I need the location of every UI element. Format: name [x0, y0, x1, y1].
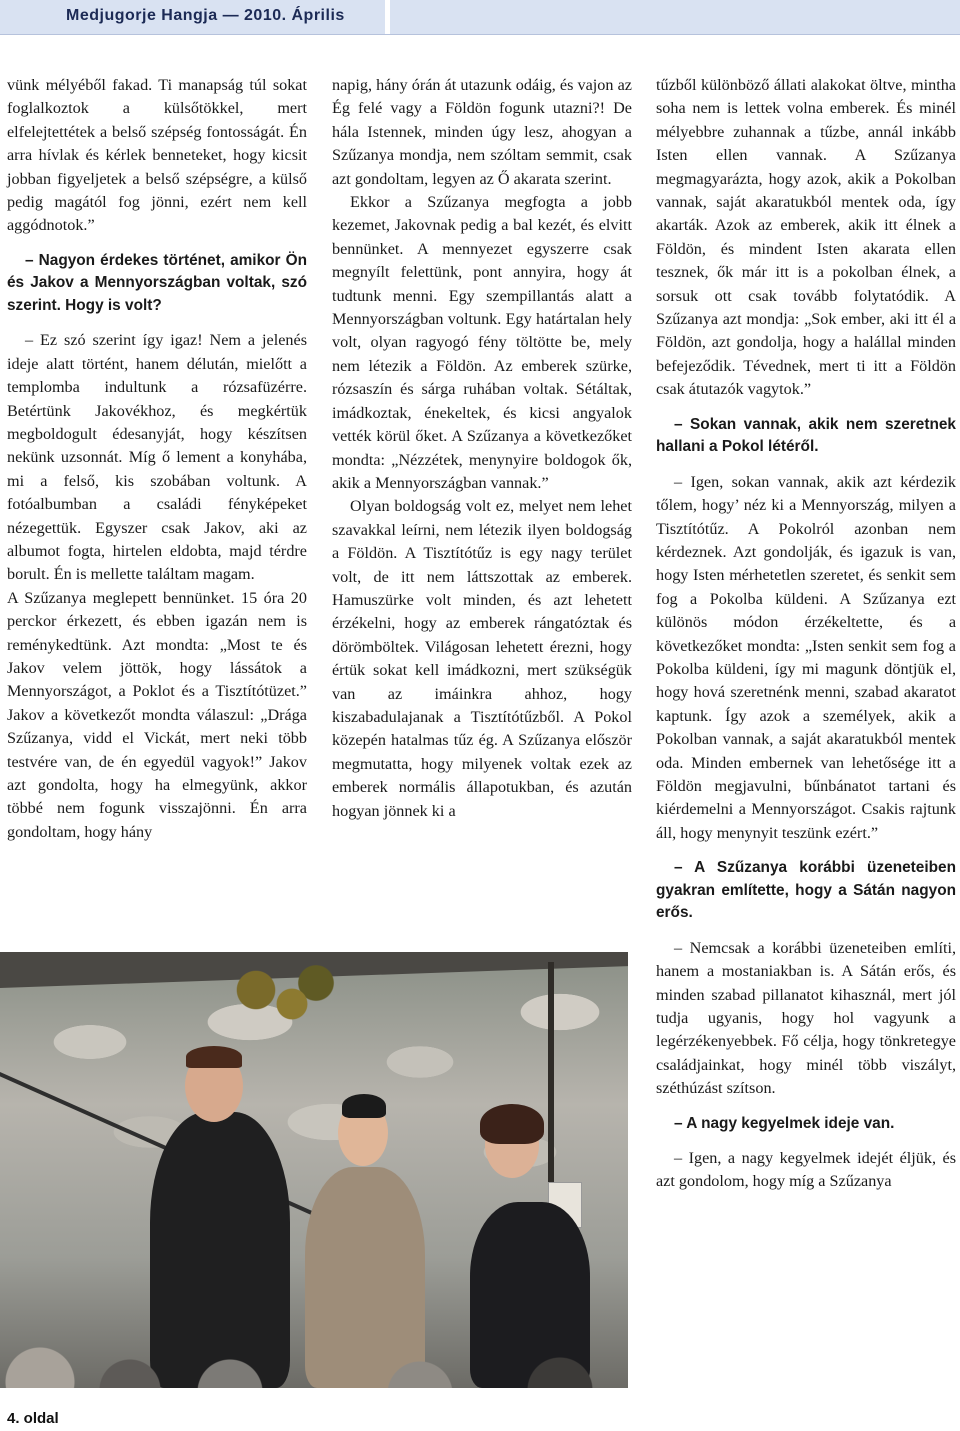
article-photo [0, 952, 628, 1388]
header-band-right [390, 0, 960, 34]
paragraph: tűzből különböző állati alakokat öltve, mintha soha nem is lettek volna emberek. És minél mélyebbre zuhannak a tűzbe, annál inkább Isten ellen vannak. A Szűzanya megmagyarázta, hogy azok, akik a Pokolban vannak, saját akaratukból mentek oda, így akarták. Azok az emberek, akik itt élnek a Földön, és mindent Isten akarata ellen tesznek, ők már itt is a pokolban élnek, a sorsuk ott csak tovább folytatódik. A Szűzanya azt mondja: „Sok ember, aki itt él a Földön, azt gondolja, hogy a halállal minden befejeződik. Tévednek, mert ti itt a Földön csak átutazók vagytok.” [656, 76, 956, 399]
person-left-hair [186, 1046, 242, 1068]
text-column-3 [656, 74, 956, 1194]
paragraph: vünk mélyéből fakad. Ti manapság túl sokat foglalkoztok a külsőtökkel, mert elfelejtettétek a belső szépség fontosságát. Én arra hívlak és kérlek benneteket, hogy kicsit jobban figyeljetek a belső szépségre, a külső pedig magától fog jönni, ezért nem kell aggódnotok.” [7, 76, 307, 235]
interview-answer: – Ez szó szerint így igaz! Nem a jelenés ideje alatt történt, hanem délután, mielőtt a templomba indultunk a rózsafüzérre. Betértünk Jakovékhoz, és megkértük megboldogult édesanyját, hogy készítsen nekünk uzsonnát. Míg ő lement a konyhába, mi a felső, kis szobában voltunk. A fotóalbumban a családi fényképeket nézegettük. Egyszer csak Jakov, aki az albumot fogta, hirtelen eldobta, majd térdre borult. Én is mellette találtam magam. [7, 331, 307, 584]
text-column-2 [332, 74, 632, 823]
paragraph: Olyan boldogság volt ez, melyet nem lehet szavakkal leírni, nem létezik ilyen boldogság a Földön. A Tisztítótűz is egy nagy terület volt, de itt nem láttszottak az emberek. Hamuszürke volt minden, és azt lehetett érzékelni, hogy az emberek rángatóztak és dörömböltek. Világosan lehetett érezni, hogy értük sokat kell imádkozni, mert szükségük van az imáinkra ahhoz, hogy kiszabadulajanak a Tisztítótűzből. A Pokol közepén hatalmas tűz ég. A Szűzanya először megmutatta, hogy milyenek voltak ezek az emberek normális állapotukban, és azután hogyan jönnek ki a [332, 497, 632, 820]
interview-answer: – Igen, sokan vannak, akik azt kérdezik tőlem, hogy’ néz ki a Mennyország, milyen a Tisztítótűz. A Pokolról azonban nem kérdeznek. Azt gondolják, és igazuk is van, hogy Isten mérhetetlen szeretet, és senkit sem fog a Pokolba küldeni. A Szűzanya ezt különös módon érzékeltette, és a következőket mondta: „Isten senkit sem fog a Pokolba küldeni, így mi magunk döntjük el, hogy hová szeretnénk menni, szabad akaratot kaptunk. Így azok a személyek, akik a Pokolban vannak, a saját akaratukból mentek oda. Minden embernek van lehetősége itt a Földön megjavulni, bűnbánatot tartani és kiérdemelni a Mennyországot. Csakis rajtunk áll, hogy menynyit teszünk ezért.” [656, 472, 956, 842]
crowd-heads [0, 1332, 628, 1388]
interview-question: – Sokan vannak, akik nem szeretnek hallani a Pokol létéről. [656, 415, 956, 456]
page-header [0, 0, 960, 44]
text-column-1 [7, 74, 307, 844]
person-right-hair [480, 1104, 544, 1144]
interview-question: – A nagy kegyelmek ideje van. [674, 1114, 895, 1132]
person-middle-hair [342, 1094, 386, 1118]
paragraph: Ekkor a Szűzanya megfogta a jobb kezemet, Jakovnak pedig a bal kezét, és elvitt bennünket. A mennyezet egyszerre csak megnyílt felettünk, pont annyira, hogy át tudtunk menni. Egy szempillantás alatt a Mennyországban voltunk. Egy határtalan hely volt, olyan ragyogó fény töltötte be, mely nem létezik a Földön. Az emberek szürke, rózsaszín és sárga ruhában voltak. Sétáltak, imádkoztak, énekeltek, és kicsi angyalok vették körül őket. A Szűzanya a következőket mondta: „Nézzétek, menynyire boldogok ők, akik a Mennyországban vannak.” [332, 193, 632, 492]
interview-answer: – Igen, a nagy kegyelmek idejét éljük, és azt gondolom, hogy míg a Szűzanya [656, 1149, 956, 1191]
paragraph: A Szűzanya meglepett bennünket. 15 óra 20 perckor érkezett, és ebben igazán nem is reménykedtünk. Azt mondta: „Most te és Jakov velem jöttök, hogy lássátok a Mennyországot, a Poklot és a Tisztítótüzet.” Jakov a következőt mondta válaszul: „Drága Szűzanya, vidd el Vickát, mert neki több testvére van, de én egyedül vagyok!” Jakov azt gondolta, hogy ha elmegyünk, akkor többé nem fogunk visszajönni. Én arra gondoltam, hogy hány [7, 588, 307, 841]
interview-question: – A Szűzanya korábbi üzeneteiben gyakran említette, hogy a Sátán nagyon erős. [656, 859, 956, 922]
header-divider [0, 34, 960, 35]
magazine-title: Medjugorje Hangja — 2010. Április [66, 7, 345, 24]
vine-leaves [220, 962, 340, 1032]
paragraph: napig, hány órán át utazunk odáig, és vajon az Ég felé vagy a Földön fogunk utazni?! De hála Istennek, minden úgy lesz, ahogyan a Szűzanya mondja, nem szóltam semmit, csak azt gondoltam, legyen az Ő akarata szerint. [332, 76, 632, 188]
page-number: 4. oldal [7, 1410, 59, 1427]
interview-question: – Nagyon érdekes történet, amikor Ön és Jakov a Mennyországban voltak, szó szerint. Hogy is volt? [7, 251, 307, 314]
header-band-left [0, 0, 385, 34]
interview-answer: – Nemcsak a korábbi üzeneteiben említi, hanem a mostaniakban is. A Sátán erős, és minden szabad pillanatot kihasznál, mert jól tudja ugyanis, hogy hol vagyunk a legérzékenyebbek. Fő célja, hogy tönkretegye családjainkat, hogy minél több viszályt, széthúzást szítson. [656, 938, 956, 1098]
